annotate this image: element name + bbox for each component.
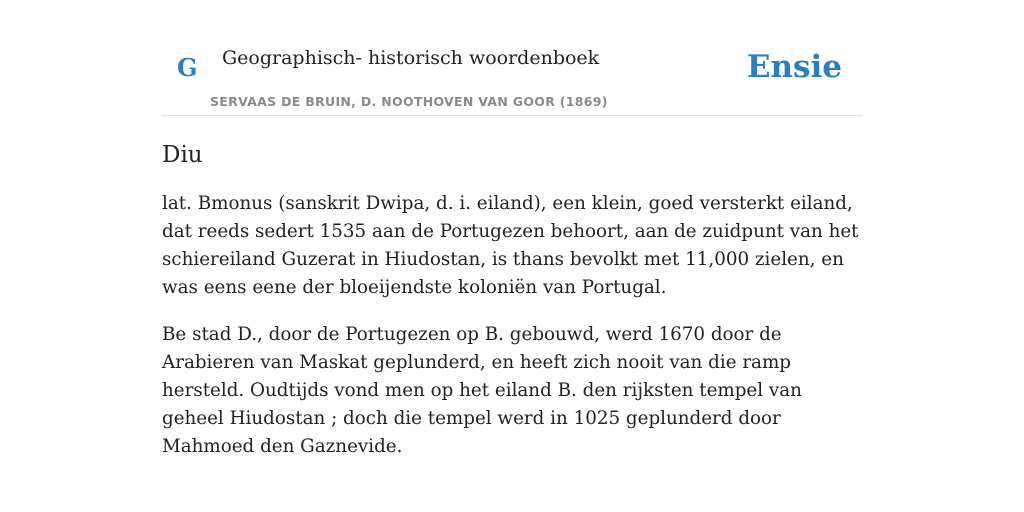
book-title-link[interactable]: Geographisch- historisch woordenboek (222, 47, 600, 69)
entry-paragraph-1: lat. Bmonus (sanskrit Dwipa, d. i. eiland), een klein, goed versterkt eiland, dat reeds sedert 1535 aan de Portugezen behoort, aan de zuidpunt van het schiereiland Guzerat in Hiudostan, is thans bevolkt met 11,000 zielen, en was eens eene der bloeijendste koloniën van Portugal. (162, 193, 859, 298)
book-icon[interactable]: G (177, 53, 198, 82)
page (162, 0, 862, 461)
header (162, 0, 862, 116)
brand-logo[interactable]: Ensie (746, 49, 842, 85)
entry-paragraph-2: Be stad D., door de Portugezen op B. gebouwd, werd 1670 door de Arabieren van Maskat geplunderd, en heeft zich nooit van die ramp hersteld. Oudtijds vond men op het eiland B. den rijksten tempel van geheel Hiudostan ; doch die tempel werd in 1025 geplunderd door Mahmoed den Gaznevide. (162, 324, 802, 457)
book-author: SERVAAS DE BRUIN, D. NOOTHOVEN VAN GOOR (1869) (210, 94, 608, 109)
entry-title: Diu (162, 142, 203, 168)
